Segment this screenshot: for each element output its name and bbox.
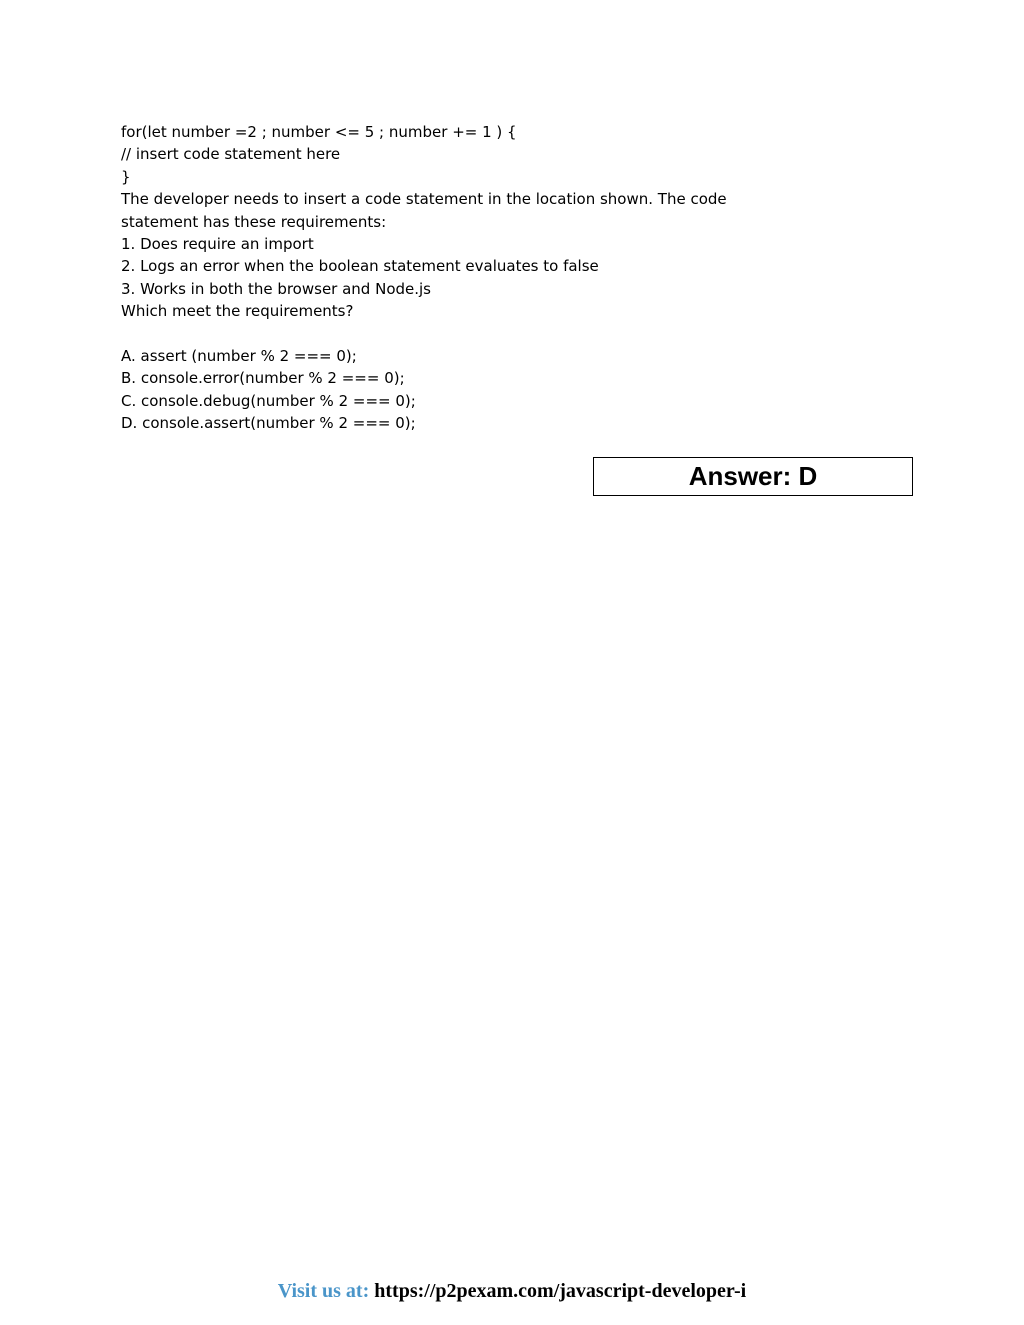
footer-visit-label: Visit us at: [277, 1280, 370, 1302]
requirement-item: 1. Does require an import [121, 234, 314, 253]
requirement-item: 2. Logs an error when the boolean statement evaluates to false [121, 257, 599, 276]
footer-url-link[interactable]: https://p2pexam.com/javascript-developer-i [374, 1280, 747, 1302]
code-line: } [121, 167, 131, 186]
question-block [121, 121, 901, 434]
spacer [121, 323, 901, 345]
question-text-line: The developer needs to insert a code statement in the location shown. The code [121, 190, 727, 209]
code-line: for(let number =2 ; number <= 5 ; number += 1 ) { [121, 123, 517, 141]
question-text-line: statement has these requirements: [121, 212, 387, 231]
option-d: D. console.assert(number % 2 === 0); [121, 414, 416, 433]
code-line: // insert code statement here [121, 145, 341, 164]
option-c: C. console.debug(number % 2 === 0); [121, 391, 416, 410]
question-prompt: Which meet the requirements? [121, 302, 354, 321]
requirement-item: 3. Works in both the browser and Node.js [121, 279, 431, 298]
footer [0, 1280, 1024, 1303]
option-a: A. assert (number % 2 === 0); [121, 346, 357, 365]
option-b: B. console.error(number % 2 === 0); [121, 369, 405, 388]
answer-label: Answer: D [688, 461, 818, 491]
answer-box [593, 457, 913, 496]
